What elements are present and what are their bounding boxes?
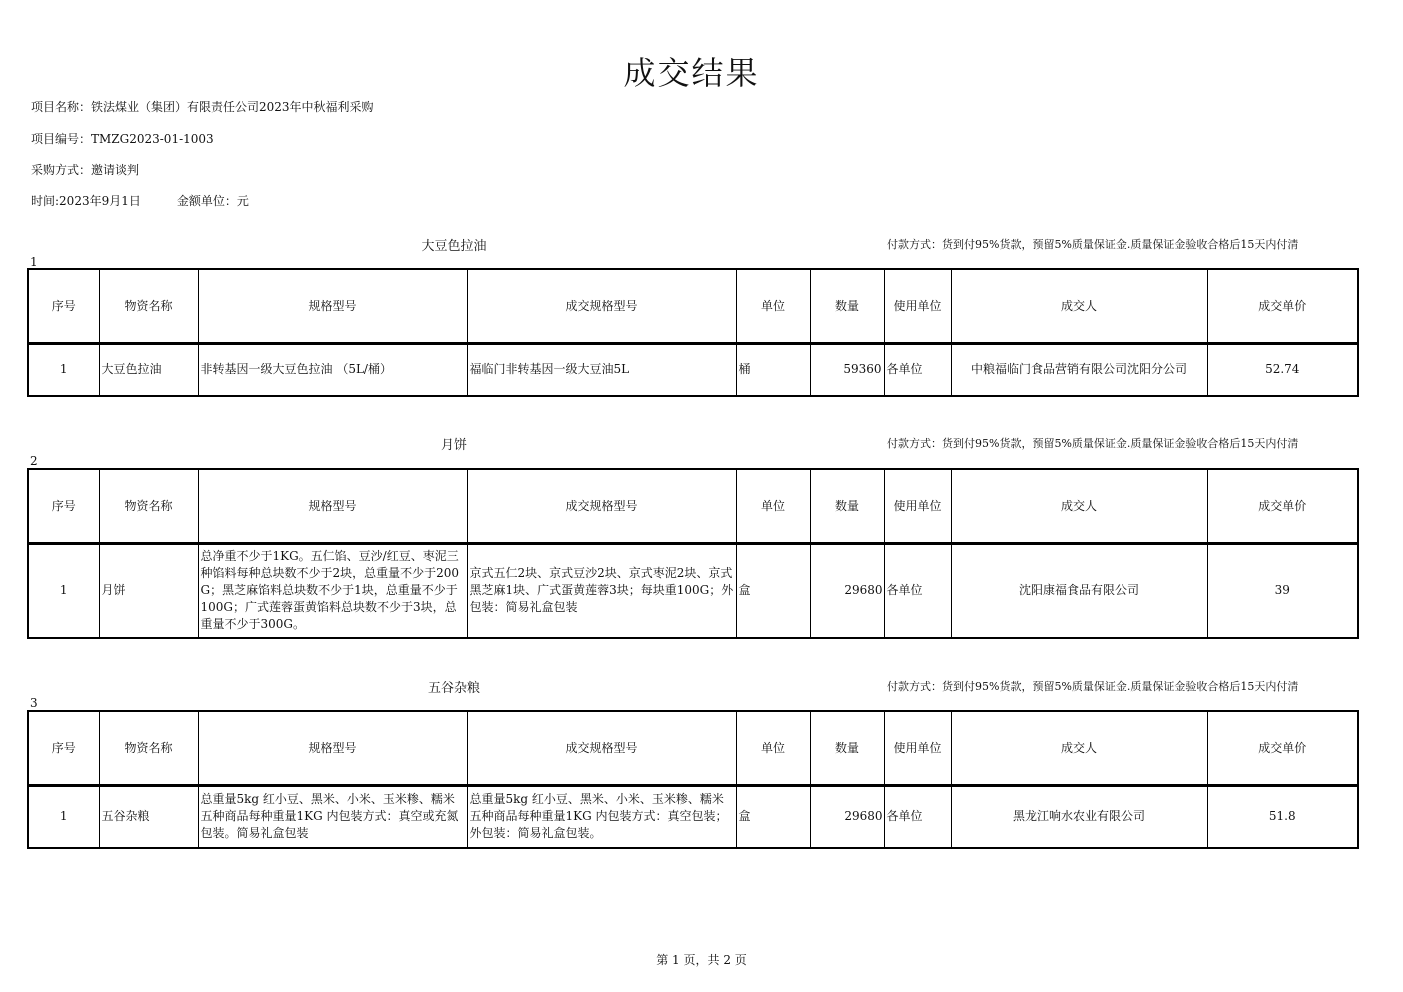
header-user: 使用单位 (884, 469, 951, 543)
payment-terms: 付款方式：货到付95%货款，预留5%质量保证金.质量保证金验收合格后15天内付清 (887, 238, 1299, 251)
table-row (28, 785, 1358, 848)
header-deal-spec: 成交规格型号 (467, 469, 736, 543)
header-deal-spec: 成交规格型号 (467, 269, 736, 343)
page-footer: 第 1 页，共 2 页 (656, 953, 747, 967)
table-header (28, 711, 1358, 785)
table-row (28, 343, 1358, 396)
header-item-name: 物资名称 (99, 711, 198, 785)
cell-user: 各单位 (884, 543, 951, 638)
header-price: 成交单价 (1207, 469, 1358, 543)
cell-price: 51.8 (1207, 785, 1358, 848)
cell-seq: 1 (28, 785, 99, 848)
result-table (27, 468, 1359, 639)
cell-seq: 1 (28, 543, 99, 638)
project-number: 项目编号：TMZG2023-01-1003 (31, 132, 214, 146)
header-deal-spec: 成交规格型号 (467, 711, 736, 785)
header-quantity: 数量 (810, 269, 884, 343)
cell-unit: 盒 (736, 785, 810, 848)
header-seq: 序号 (28, 469, 99, 543)
section-index: 2 (30, 454, 38, 468)
header-unit: 单位 (736, 469, 810, 543)
cell-unit: 桶 (736, 343, 810, 396)
section-title: 大豆色拉油 (421, 239, 487, 254)
table-header (28, 269, 1358, 343)
cell-user: 各单位 (884, 785, 951, 848)
header-vendor: 成交人 (951, 711, 1207, 785)
header-quantity: 数量 (810, 711, 884, 785)
result-table (27, 268, 1359, 397)
cell-item-name: 月饼 (99, 543, 198, 638)
cell-item-name: 五谷杂粮 (99, 785, 198, 848)
cell-vendor: 中粮福临门食品营销有限公司沈阳分公司 (951, 343, 1207, 396)
payment-terms: 付款方式：货到付95%货款，预留5%质量保证金.质量保证金验收合格后15天内付清 (887, 437, 1299, 450)
section-title: 五谷杂粮 (427, 681, 480, 696)
payment-terms: 付款方式：货到付95%货款，预留5%质量保证金.质量保证金验收合格后15天内付清 (887, 680, 1299, 693)
cell-vendor: 沈阳康福食品有限公司 (951, 543, 1207, 638)
cell-deal-spec: 福临门非转基因一级大豆油5L (467, 343, 736, 396)
cell-user: 各单位 (884, 343, 951, 396)
header-quantity: 数量 (810, 469, 884, 543)
cell-deal-spec: 总重量5kg 红小豆、黑米、小米、玉米糁、糯米五种商品每种重量1KG 内包装方式：真空包装；外包装：简易礼盒包装。 (467, 785, 736, 848)
header-seq: 序号 (28, 711, 99, 785)
cell-price: 52.74 (1207, 343, 1358, 396)
cell-deal-spec: 京式五仁2块、京式豆沙2块、京式枣泥2块、京式黑芝麻1块、广式蛋黄莲蓉3块；每块重100G；外包装：简易礼盒包装 (467, 543, 736, 638)
header-vendor: 成交人 (951, 469, 1207, 543)
procurement-method: 采购方式：邀请谈判 (31, 163, 140, 177)
section-title: 月饼 (440, 438, 467, 453)
date-and-unit (31, 192, 249, 209)
cell-spec: 总净重不少于1KG。五仁馅、豆沙/红豆、枣泥三种馅料每种总块数不少于2块，总重量不少于200G；黑芝麻馅料总块数不少于1块，总重量不少于100G；广式莲蓉蛋黄馅料总块数不少于3块，总重量不少于300G。 (198, 543, 467, 638)
cell-quantity: 29680 (810, 543, 884, 638)
header-price: 成交单价 (1207, 711, 1358, 785)
date: 时间:2023年9月1日 (31, 194, 141, 208)
header-user: 使用单位 (884, 711, 951, 785)
cell-quantity: 29680 (810, 785, 884, 848)
table-header (28, 469, 1358, 543)
project-name: 项目名称：铁法煤业（集团）有限责任公司2023年中秋福利采购 (31, 100, 374, 114)
header-spec: 规格型号 (198, 269, 467, 343)
cell-quantity: 59360 (810, 343, 884, 396)
cell-vendor: 黑龙江响水农业有限公司 (951, 785, 1207, 848)
cell-spec: 总重量5kg 红小豆、黑米、小米、玉米糁、糯米五种商品每种重量1KG 内包装方式：真空或充氮包装。简易礼盒包装 (198, 785, 467, 848)
header-vendor: 成交人 (951, 269, 1207, 343)
header-spec: 规格型号 (198, 711, 467, 785)
header-price: 成交单价 (1207, 269, 1358, 343)
section-index: 3 (30, 696, 38, 710)
cell-spec: 非转基因一级大豆色拉油 （5L/桶） (198, 343, 467, 396)
header-user: 使用单位 (884, 269, 951, 343)
header-unit: 单位 (736, 711, 810, 785)
table-row (28, 543, 1358, 638)
header-item-name: 物资名称 (99, 469, 198, 543)
header-spec: 规格型号 (198, 469, 467, 543)
cell-price: 39 (1207, 543, 1358, 638)
cell-seq: 1 (28, 343, 99, 396)
currency-unit: 金额单位：元 (176, 194, 249, 208)
page-title: 成交结果 (623, 54, 760, 92)
header-unit: 单位 (736, 269, 810, 343)
header-seq: 序号 (28, 269, 99, 343)
cell-item-name: 大豆色拉油 (99, 343, 198, 396)
section-index: 1 (30, 255, 38, 269)
cell-unit: 盒 (736, 543, 810, 638)
header-item-name: 物资名称 (99, 269, 198, 343)
result-table (27, 710, 1359, 849)
